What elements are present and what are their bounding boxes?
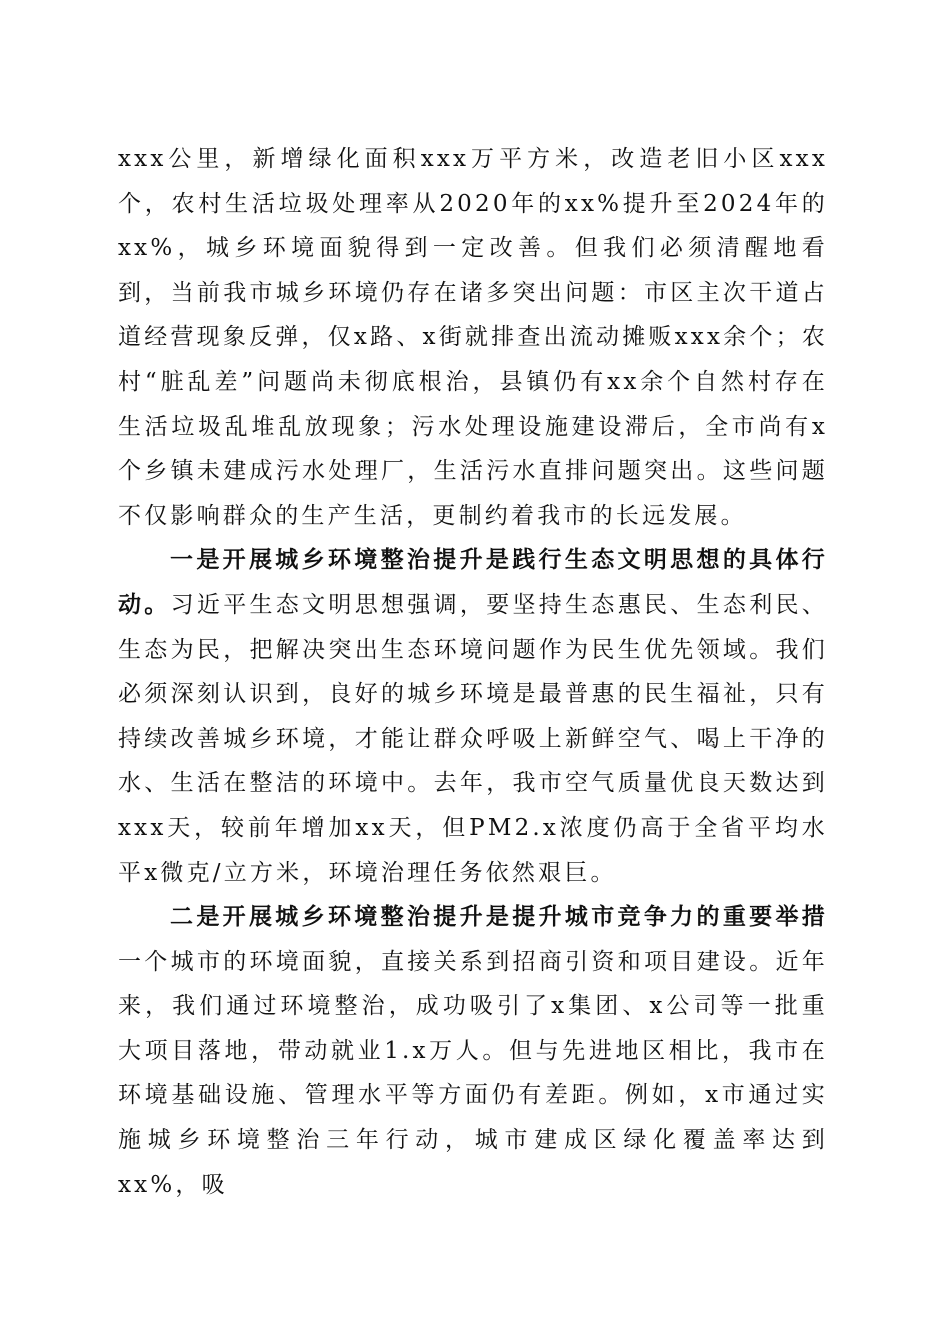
paragraph-3-text: 一个城市的环境面貌，直接关系到招商引资和项目建设。近年来，我们通过环境整治，成功吸引了x集团、x公司等一批重大项目落地，带动就业1.x万人。但与先进地区相比，我市在环境基础设施、管理水平等方面仍有差距。例如，x市通过实施城乡环境整治三年行动，城市建成区绿化覆盖率达到xx%，吸 xyxy=(118,948,828,1198)
paragraph-3-heading: 二是开展城乡环境整治提升是提升城市竞争力的重要举措 xyxy=(170,903,828,931)
paragraph-2 xyxy=(118,538,828,895)
paragraph-3 xyxy=(118,895,828,1207)
paragraph-2-text: 习近平生态文明思想强调，要坚持生态惠民、生态利民、生态为民，把解决突出生态环境问题作为民生优先领域。我们必须深刻认识到，良好的城乡环境是最普惠的民生福祉，只有持续改善城乡环境，才能让群众呼吸上新鲜空气、喝上干净的水、生活在整洁的环境中。去年，我市空气质量优良天数达到xxx天，较前年增加xx天，但PM2.x浓度仍高于全省平均水平x微克/立方米，环境治理任务依然艰巨。 xyxy=(118,591,829,886)
paragraph-1 xyxy=(118,137,828,538)
paragraph-2-heading: 一是开展城乡环境整治提升是践行生态文明思想的具体行动。 xyxy=(118,546,828,618)
document-body xyxy=(118,137,828,1207)
paragraph-1-text: xxx公里，新增绿化面积xxx万平方米，改造老旧小区xxx个，农村生活垃圾处理率从2020年的xx%提升至2024年的xx%，城乡环境面貌得到一定改善。但我们必须清醒地看到，当前我市城乡环境仍存在诸多突出问题：市区主次干道占道经营现象反弹，仅x路、x街就排查出流动摊贩xxx余个；农村“脏乱差”问题尚未彻底根治，县镇仍有xx余个自然村存在生活垃圾乱堆乱放现象；污水处理设施建设滞后，全市尚有x个乡镇未建成污水处理厂，生活污水直排问题突出。这些问题不仅影响群众的生产生活，更制约着我市的长远发展。 xyxy=(118,146,828,529)
